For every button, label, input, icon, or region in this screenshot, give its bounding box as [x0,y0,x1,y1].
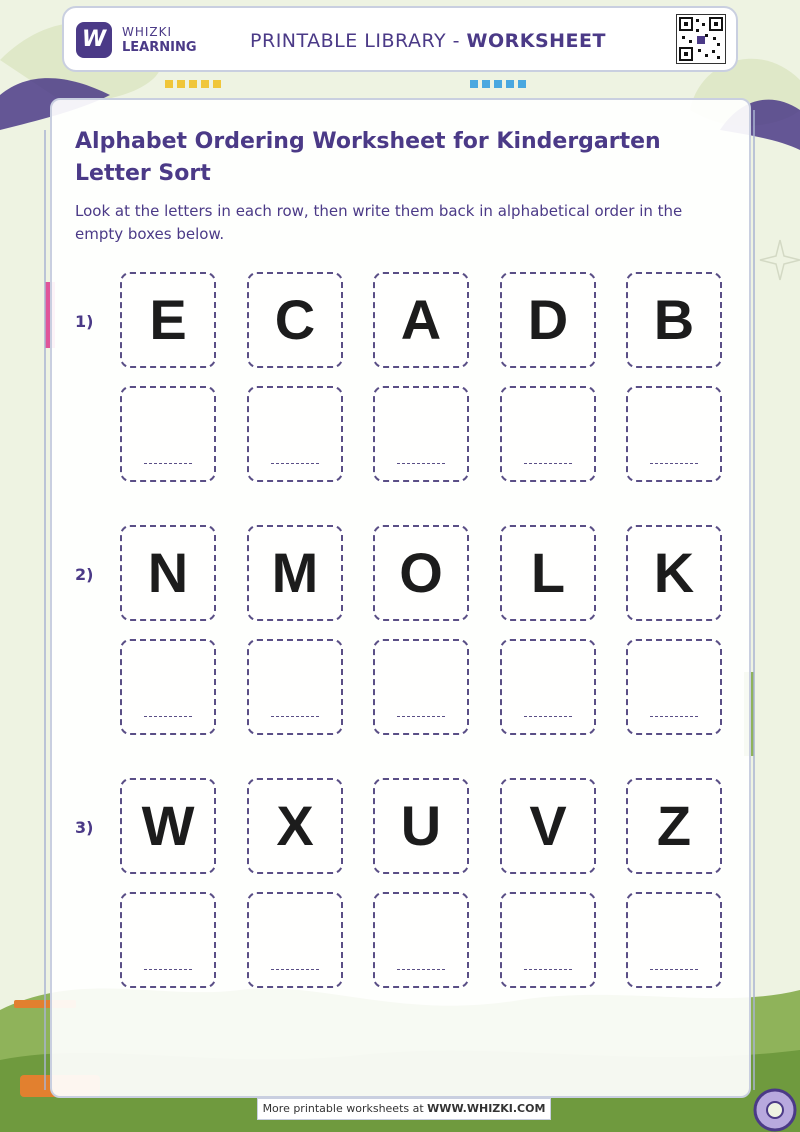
answer-box[interactable] [500,892,596,988]
write-line [397,463,445,464]
brand-line-2: LEARNING [122,40,197,55]
letter-box [626,272,722,368]
answer-box[interactable] [120,386,216,482]
answer-box[interactable] [373,386,469,482]
scrambled-letter: O [399,541,443,604]
scrambled-letter: V [529,794,567,857]
answer-box[interactable] [247,892,343,988]
header-bar [62,6,738,72]
scrambled-letter: X [276,794,314,857]
write-line [271,716,319,717]
scrambled-letter: K [653,541,695,604]
letter-box [373,525,469,621]
write-line [524,463,572,464]
scrambled-letter: W [141,794,195,857]
row-number-3: 3) [75,818,94,837]
whizki-logo[interactable]: W [76,22,112,58]
qr-code-icon[interactable] [676,14,726,64]
write-line [271,463,319,464]
header-title-prefix: PRINTABLE LIBRARY - [250,30,467,52]
scrambled-letter: N [147,541,189,604]
answer-box[interactable] [247,639,343,735]
write-line [524,716,572,717]
write-line [144,463,192,464]
answer-box[interactable] [247,386,343,482]
answer-box[interactable] [120,892,216,988]
letter-box [373,778,469,874]
letter-box [247,778,343,874]
letter-box [373,272,469,368]
footer-text: More printable worksheets at [262,1102,428,1115]
write-line [650,716,698,717]
write-line [650,463,698,464]
scrambled-letter: A [400,288,442,351]
answer-box[interactable] [626,639,722,735]
scrambled-letter: D [527,288,569,351]
letter-box [247,525,343,621]
answer-box[interactable] [373,639,469,735]
row-number-1: 1) [75,312,94,331]
scrambled-letter: U [400,794,442,857]
letter-box [626,525,722,621]
letter-box [626,778,722,874]
row-number-2: 2) [75,565,94,584]
answer-box[interactable] [626,386,722,482]
footer-bar [257,1098,551,1120]
scrambled-letter: E [149,288,187,351]
scrambled-letter: M [271,541,319,604]
sparkle-icon [760,240,800,280]
write-line [144,716,192,717]
scrambled-letter: B [653,288,695,351]
letter-box [120,778,216,874]
answer-box[interactable] [120,639,216,735]
scrambled-letter: Z [656,794,692,857]
write-line [271,969,319,970]
worksheet-instructions: Look at the letters in each row, then write them back in alphabetical order in the empty boxes below. [75,202,683,243]
answer-box[interactable] [626,892,722,988]
write-line [650,969,698,970]
write-line [144,969,192,970]
answer-box[interactable] [500,386,596,482]
answer-box[interactable] [500,639,596,735]
letter-box [500,525,596,621]
brand-line-1: WHIZKI [122,25,173,39]
letter-box [500,272,596,368]
letter-box [120,525,216,621]
write-line [524,969,572,970]
answer-box[interactable] [373,892,469,988]
header-title-strong: WORKSHEET [466,30,606,52]
write-line [397,969,445,970]
write-line [397,716,445,717]
header-title [64,30,736,52]
worksheet-title: Alphabet Ordering Worksheet for Kindergarten Letter Sort [75,129,661,186]
scrambled-letter: C [274,288,316,351]
letter-box [500,778,596,874]
letter-box [120,272,216,368]
scrambled-letter: L [530,541,566,604]
footer-link[interactable]: WWW.WHIZKI.COM [427,1102,546,1115]
letter-box [247,272,343,368]
